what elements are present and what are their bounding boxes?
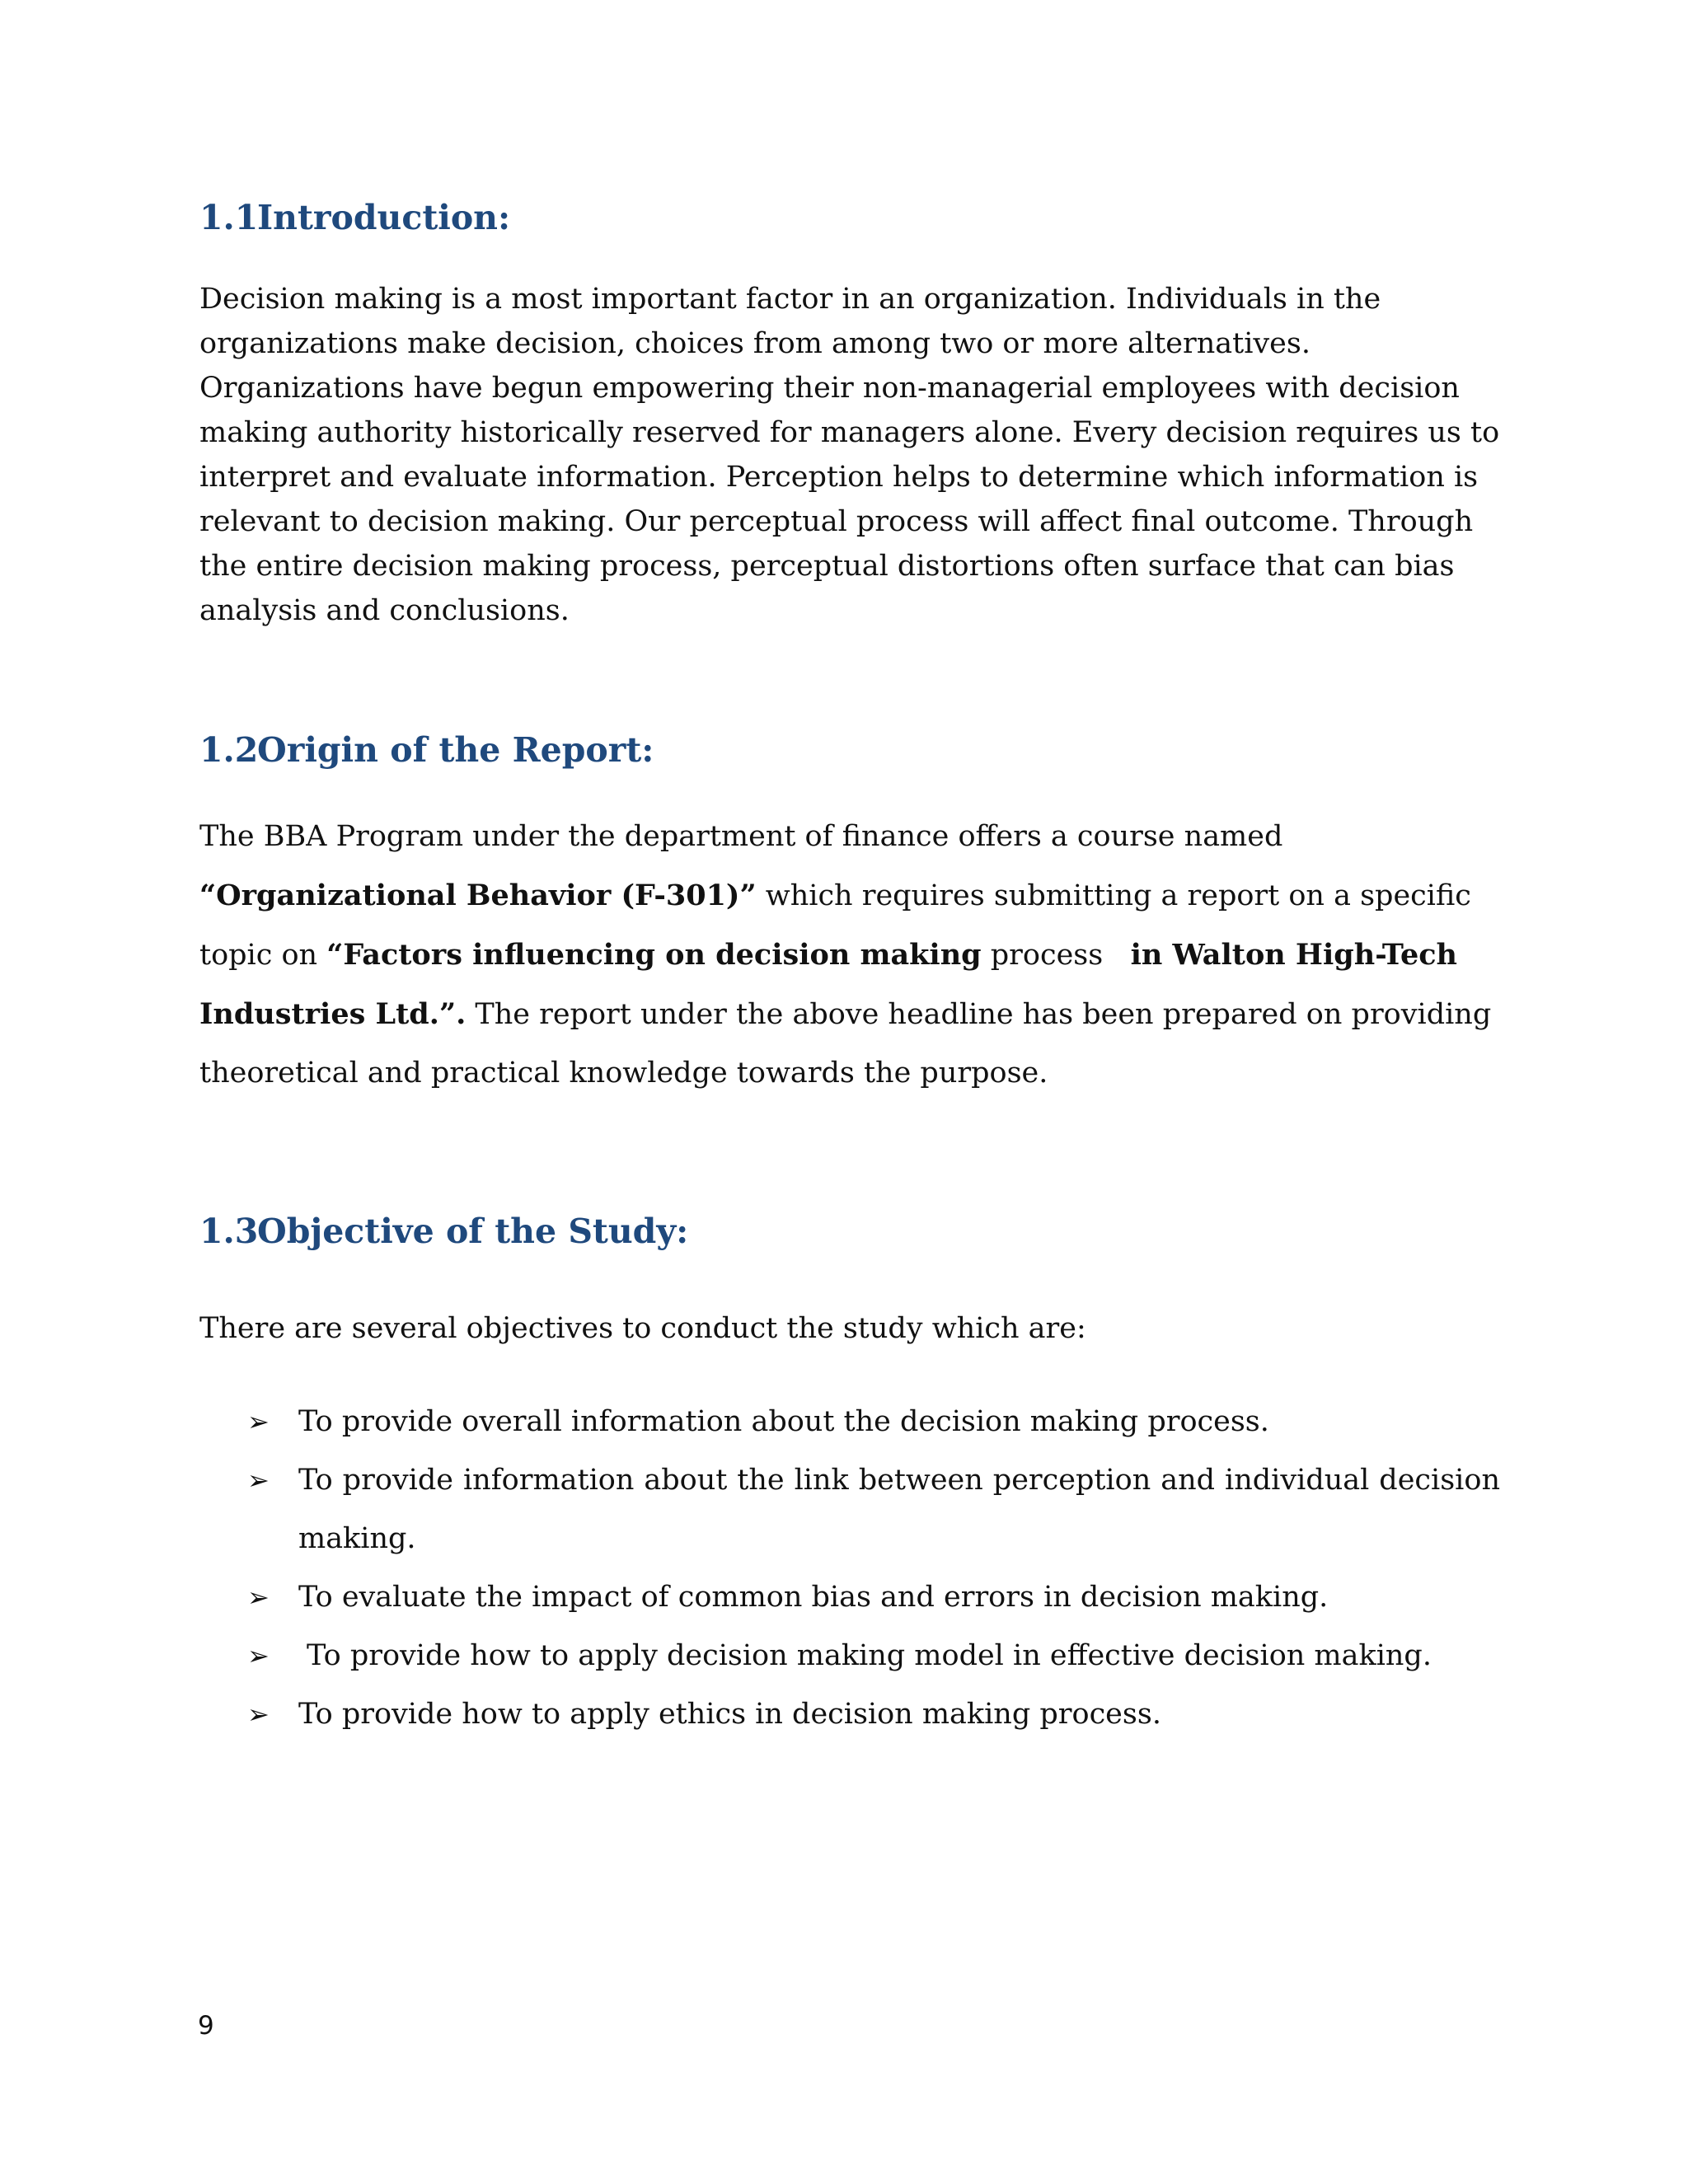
section-heading-objective [199,1210,688,1253]
origin-text: process [981,939,1131,972]
objectives-intro: There are several objectives to conduct the study which are: [199,1312,1086,1345]
report-topic: “Factors influencing on decision making [326,938,982,972]
origin-text: The BBA Program under the department of finance offers a course named [199,820,1283,853]
company-name: in Walton High-Tech Industries Ltd.”. [199,938,1457,1031]
course-name: “Organizational Behavior (F-301)” [199,879,757,912]
section-number: 1.2 [199,730,259,770]
introduction-paragraph: Decision making is a most important factor in an organization. Individuals in the organizations make decision, choices from among two or more alternatives. Organizations have begun empowering their non-managerial employees with decision making authority historically reserved for managers alone. Every decision requires us to interpret and evaluate information. Perception helps to determine which information is relevant to decision making. Our perceptual process will affect final outcome. Through the entire decision making process, perceptual distortions often surface that can bias analysis and conclusions. [199,283,1500,627]
list-item [247,1568,1500,1627]
objectives-list [247,1393,1500,1744]
arrow-bullet-icon: ➢ [247,1640,270,1671]
arrow-bullet-icon: ➢ [247,1465,270,1496]
arrow-bullet-icon: ➢ [247,1406,270,1437]
list-item [247,1451,1500,1568]
page-number: 9 [198,2011,214,2041]
origin-paragraph [199,808,1502,1103]
section-number: 1.3 [199,1212,259,1251]
section-title: Origin of the Report: [257,730,654,770]
list-item-text: To provide information about the link between perception and individual decision making. [298,1464,1500,1555]
arrow-bullet-icon: ➢ [247,1699,270,1730]
section-number: 1.1 [199,198,259,237]
origin-text: The report under the above headline has been prepared on providing theoretical and practical knowledge towards the purpose. [199,998,1492,1090]
section-title: Objective of the Study: [257,1212,689,1251]
list-item-text: To provide how to apply decision making model in effective decision making. [307,1639,1432,1672]
origin-text: which requires submitting a report on a specific topic on [199,879,1471,972]
list-item [247,1627,1500,1685]
list-item [247,1685,1500,1744]
section-heading-introduction [199,196,510,239]
section-title: Introduction: [257,198,511,237]
section-heading-origin [199,729,654,771]
arrow-bullet-icon: ➢ [247,1582,270,1613]
list-item [247,1393,1500,1451]
list-item-text: To provide overall information about the decision making process. [298,1405,1269,1438]
list-item-text: To provide how to apply ethics in decision making process. [298,1698,1161,1731]
list-item-text: To evaluate the impact of common bias and errors in decision making. [298,1581,1329,1614]
